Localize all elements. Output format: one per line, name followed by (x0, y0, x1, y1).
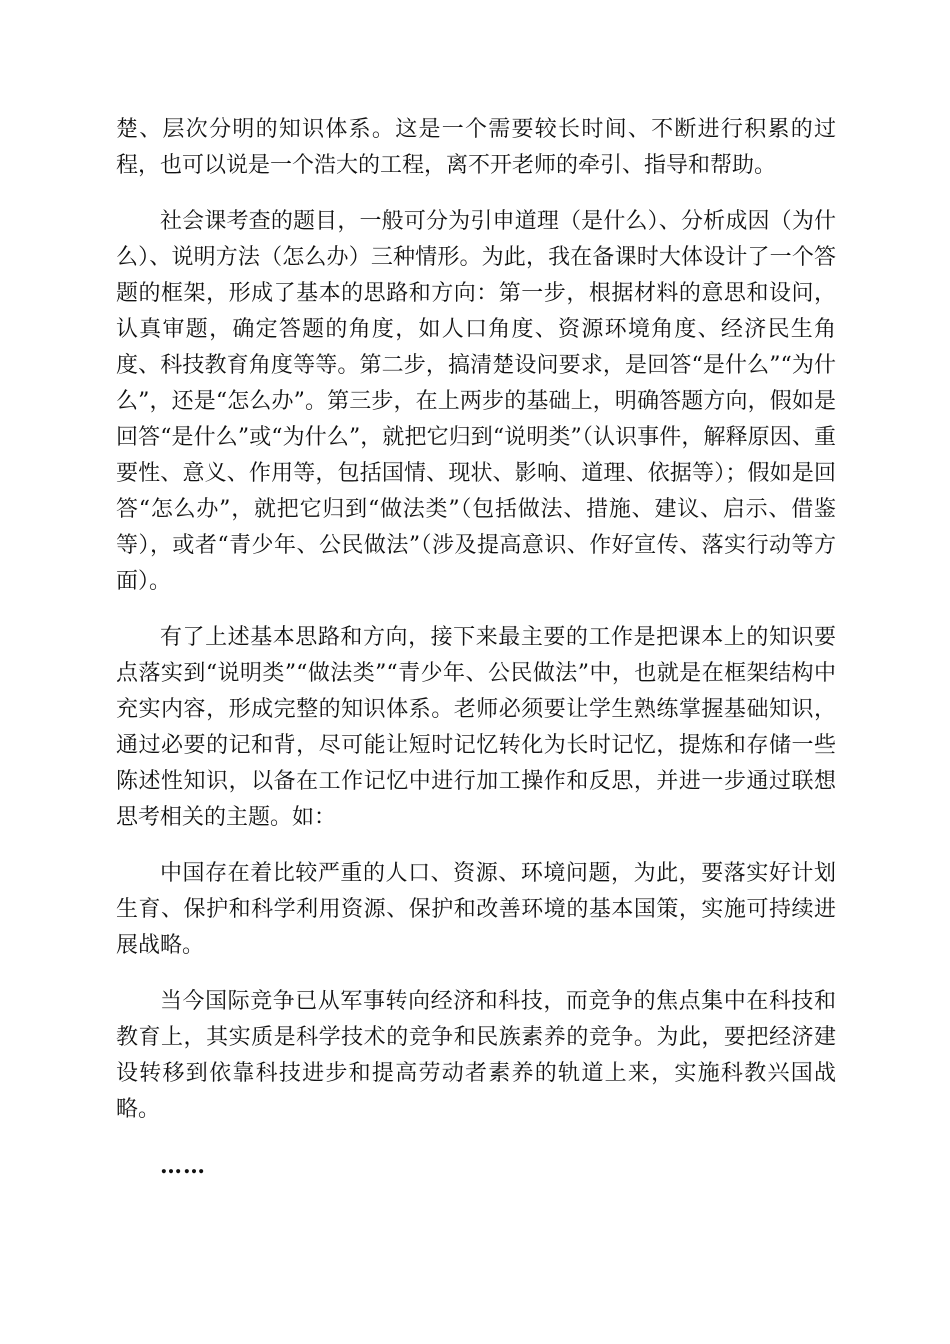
ellipsis-marker: …… (160, 1153, 206, 1179)
document-body (116, 112, 836, 1204)
paragraph-4: 中国存在着比较严重的人口、资源、环境问题，为此，要落实好计划生育、保护和科学利用资源、保护和改善环境的基本国策，实施可持续进展战略。 (116, 861, 836, 958)
paragraph-1: 楚、层次分明的知识体系。这是一个需要较长时间、不断进行积累的过程，也可以说是一个浩大的工程，离不开老师的牵引、指导和帮助。 (116, 117, 836, 178)
paragraph-3: 有了上述基本思路和方向，接下来最主要的工作是把课本上的知识要点落实到“说明类”“做法类”“青少年、公民做法”中，也就是在框架结构中充实内容，形成完整的知识体系。老师必须要让学生熟练掌握基础知识，通过必要的记和背，尽可能让短时记忆转化为长时记忆，提炼和存储一些陈述性知识，以备在工作记忆中进行加工操作和反思，并进一步通过联想思考相关的主题。如： (116, 625, 836, 830)
paragraph-2: 社会课考查的题目，一般可分为引申道理（是什么）、分析成因（为什么）、说明方法（怎么办）三种情形。为此，我在备课时大体设计了一个答题的框架，形成了基本的思路和方向：第一步，根据材料的意思和设问，认真审题，确定答题的角度，如人口角度、资源环境角度、经济民生角度、科技教育角度等等。第二步，搞清楚设问要求，是回答“是什么”“为什么”，还是“怎么办”。第三步，在上两步的基础上，明确答题方向，假如是回答“是什么”或“为什么”，就把它归到“说明类”（认识事件，解释原因、重要性、意义、作用等，包括国情、现状、影响、道理、依据等）；假如是回答“怎么办”，就把它归到“做法类”（包括做法、措施、建议、启示、借鉴等），或者“青少年、公民做法”（涉及提高意识、作好宣传、落实行动等方面）。 (116, 209, 836, 594)
paragraph-5: 当今国际竞争已从军事转向经济和科技，而竞争的焦点集中在科技和教育上，其实质是科学技术的竞争和民族素养的竞争。为此，要把经济建设转移到依靠科技进步和提高劳动者素养的轨道上来，实施科教兴国战略。 (116, 989, 836, 1122)
